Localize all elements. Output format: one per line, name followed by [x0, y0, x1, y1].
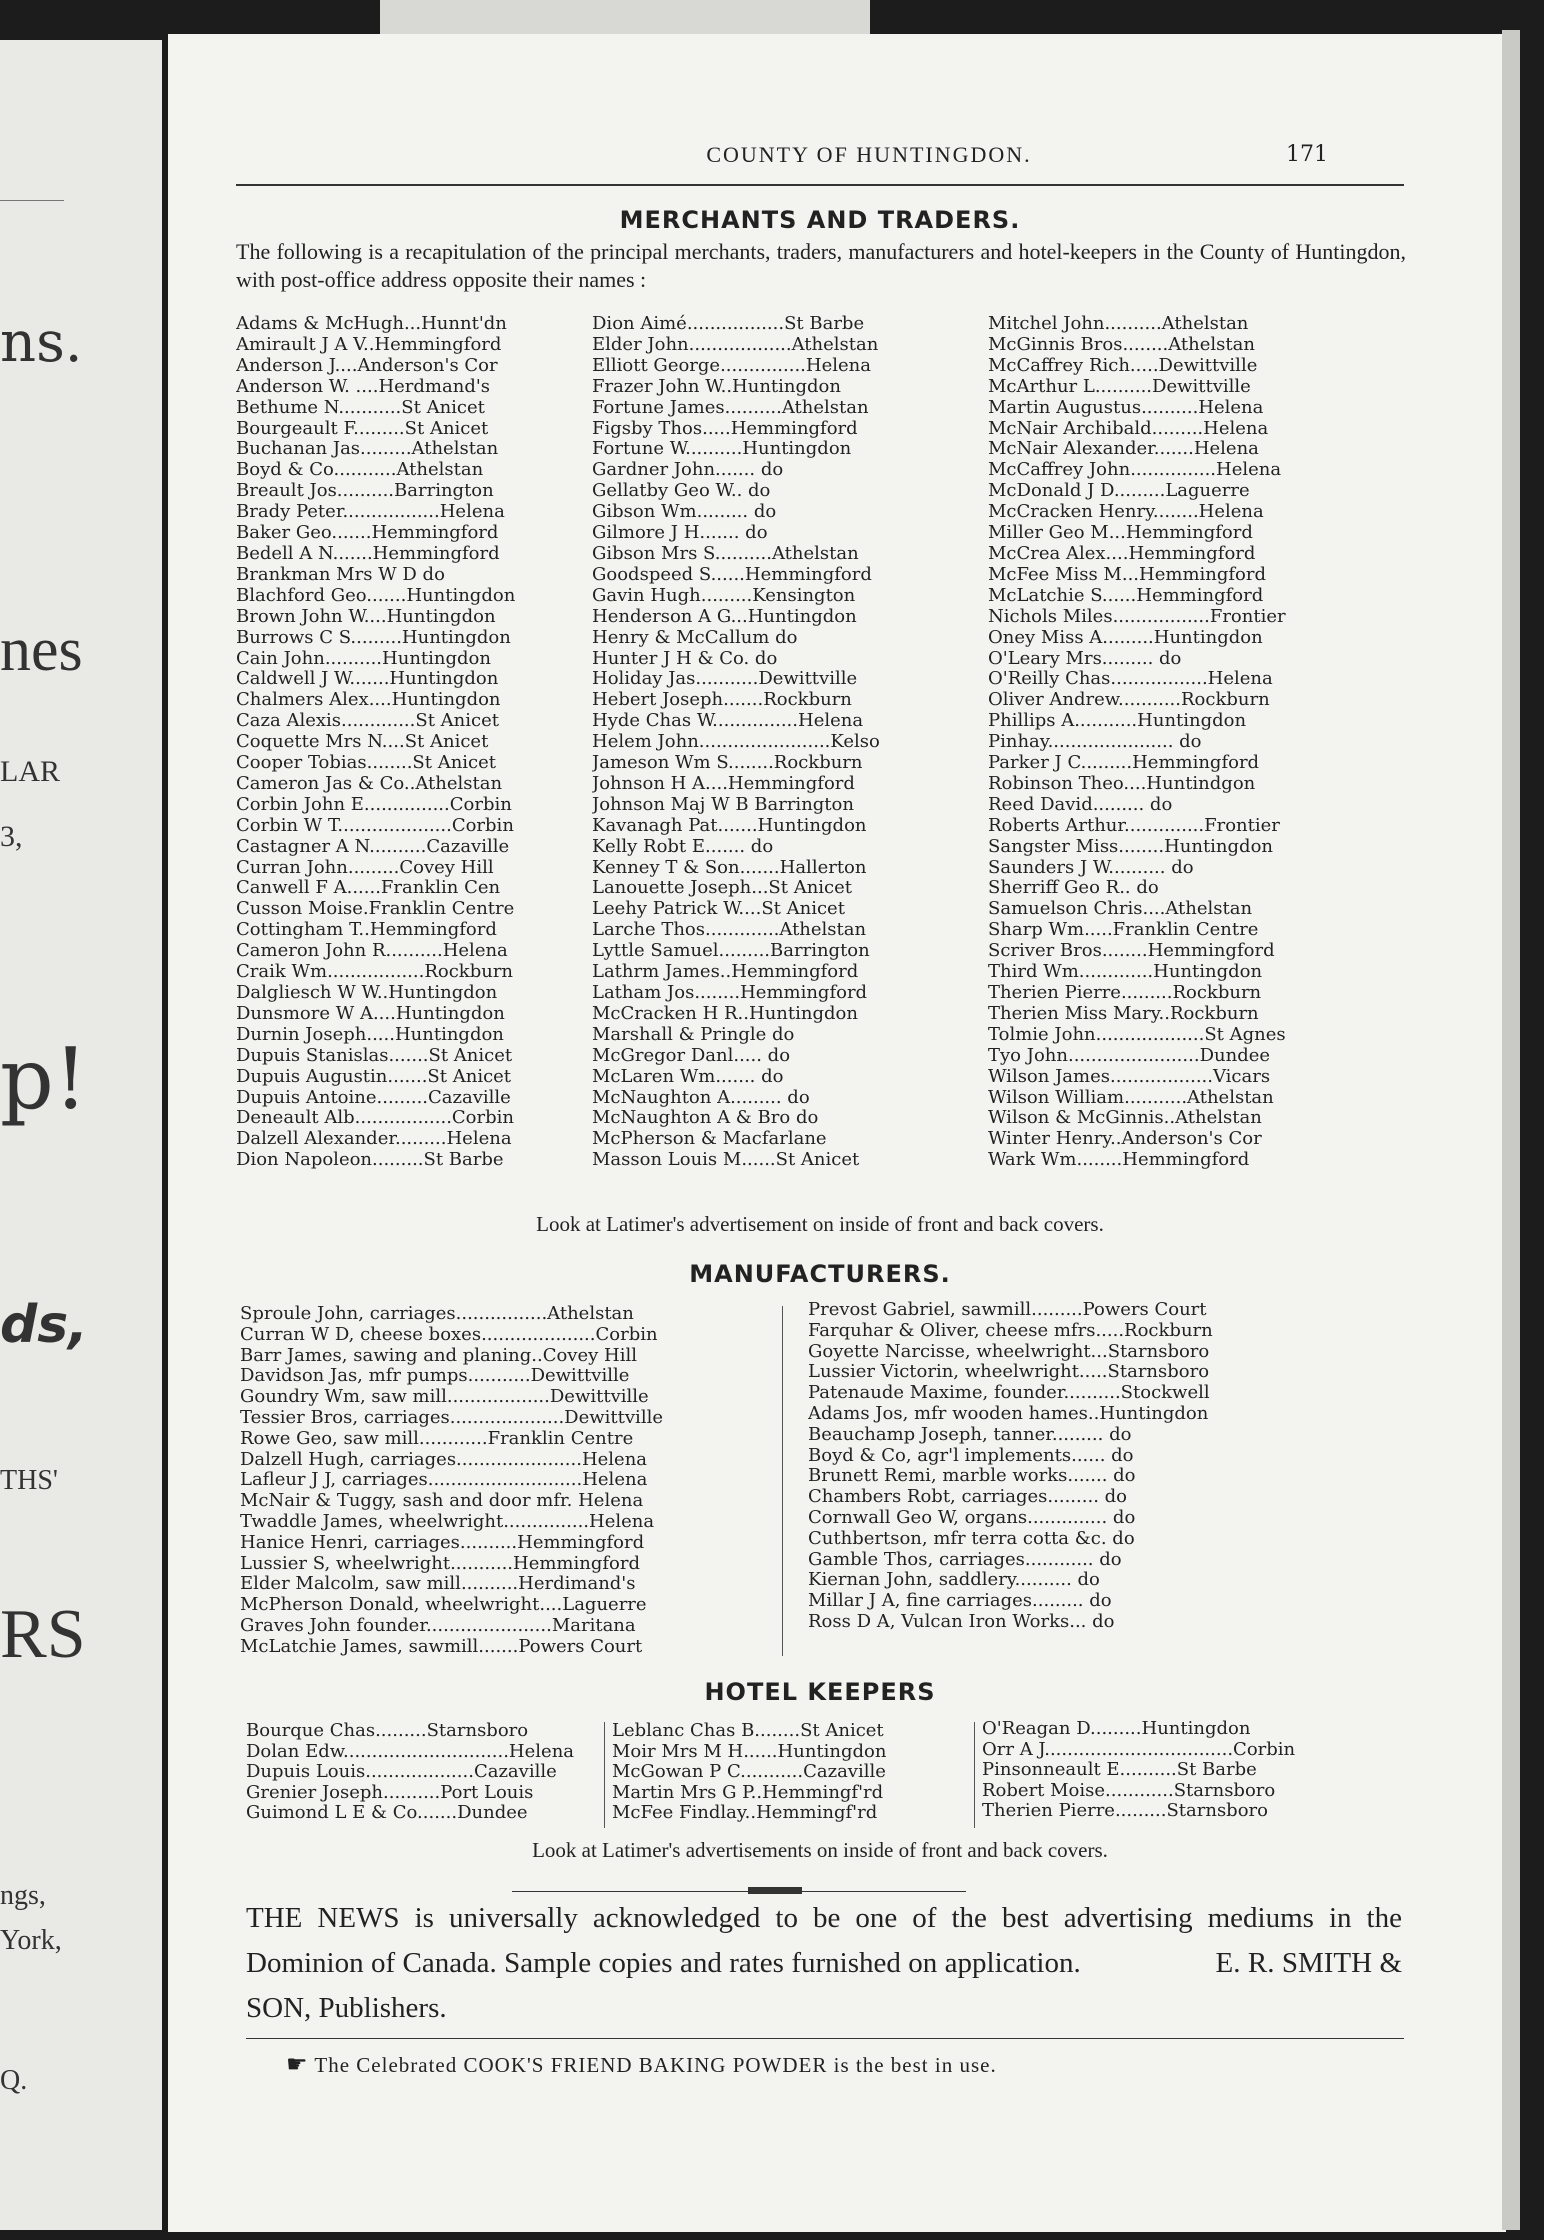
left-page-text: ngs,: [0, 1880, 46, 1911]
merchant-entry: Kavanagh Pat.......Huntingdon: [592, 815, 867, 836]
left-page-text: 3,: [0, 820, 23, 853]
left-page-text: nes: [0, 616, 83, 684]
merchant-entry: Dupuis Stanislas.......St Anicet: [236, 1045, 513, 1066]
hotel-keeper-entry: McGowan P C...........Cazaville: [612, 1762, 886, 1783]
merchant-entry: Dion Napoleon.........St Barbe: [236, 1150, 504, 1171]
merchant-entry: McGinnis Bros........Athelstan: [988, 334, 1255, 355]
manufacturer-entry: Twaddle James, wheelwright...............Helena: [240, 1511, 655, 1532]
merchant-entry: Sherriff Geo R.. do: [988, 878, 1159, 899]
merchant-entry: Miller Geo M...Hemmingford: [988, 523, 1253, 544]
manufacturer-entry: Boyd & Co, agr'l implements...... do: [808, 1445, 1134, 1466]
merchant-entry: Craik Wm.................Rockburn: [236, 962, 514, 983]
merchant-entry: Oliver Andrew...........Rockburn: [988, 690, 1270, 711]
manufacturers-column-1: [240, 1304, 790, 1658]
merchant-entry: Figsby Thos.....Hemmingford: [592, 418, 858, 439]
merchant-entry: Wilson James..................Vicars: [988, 1066, 1271, 1087]
merchant-entry: Brady Peter.................Helena: [236, 502, 505, 523]
page-number: 171: [1286, 142, 1328, 167]
hotel-keepers-note: Look at Latimer's advertisements on inside of front and back covers.: [532, 1838, 1108, 1862]
hotel-keeper-entry: McFee Findlay..Hemmingf'rd: [612, 1803, 878, 1824]
merchant-entry: McPherson & Macfarlane: [592, 1129, 827, 1150]
merchant-entry: Cameron John R..........Helena: [236, 941, 508, 962]
merchant-entry: Pinhay...................... do: [988, 732, 1202, 753]
left-page-text: THS': [0, 1465, 58, 1496]
header-rule: [236, 184, 1404, 186]
merchant-entry: Helem John.......................Kelso: [592, 732, 880, 753]
left-page-fragment: [0, 40, 162, 2230]
merchant-entry: Kenney T & Son.......Hallerton: [592, 857, 867, 878]
hotel-keeper-entry: Robert Moise............Starnsboro: [982, 1780, 1276, 1801]
book-spine-strip: [380, 0, 870, 36]
merchant-entry: Winter Henry..Anderson's Cor: [988, 1129, 1262, 1150]
merchants-column-3: [988, 314, 1408, 1171]
merchant-entry: Leehy Patrick W....St Anicet: [592, 899, 845, 920]
merchant-entry: McNair Alexander.......Helena: [988, 439, 1259, 460]
merchant-entry: Cottingham T..Hemmingford: [236, 920, 497, 941]
merchant-entry: Amirault J A V..Hemmingford: [236, 334, 502, 355]
merchant-entry: Roberts Arthur..............Frontier: [988, 815, 1280, 836]
merchant-entry: Anderson W. ....Herdmand's: [236, 376, 491, 397]
merchant-entry: Caza Alexis.............St Anicet: [236, 711, 499, 732]
manufacturer-entry: Patenaude Maxime, founder..........Stockwell: [808, 1383, 1210, 1404]
merchant-entry: Corbin John E...............Corbin: [236, 794, 512, 815]
manufacturer-entry: Goundry Wm, saw mill..................Dewittville: [240, 1387, 649, 1408]
merchant-entry: Henry & McCallum do: [592, 627, 798, 648]
manufacturer-entry: Elder Malcolm, saw mill..........Herdimand's: [240, 1574, 636, 1595]
manufacturer-entry: Curran W D, cheese boxes....................Corbin: [240, 1324, 658, 1345]
running-header: COUNTY OF HUNTINGDON.: [706, 142, 1032, 167]
merchant-entry: Sangster Miss........Huntingdon: [988, 836, 1274, 857]
manufacturer-entry: Graves John founder......................Maritana: [240, 1615, 636, 1636]
merchant-entry: McNair Archibald.........Helena: [988, 418, 1269, 439]
merchant-entry: Chalmers Alex....Huntingdon: [236, 690, 501, 711]
manufacturer-entry: Rowe Geo, saw mill............Franklin Centre: [240, 1428, 634, 1449]
merchant-entry: Bourgeault F.........St Anicet: [236, 418, 489, 439]
merchant-entry: Dupuis Antoine.........Cazaville: [236, 1087, 511, 1108]
merchant-entry: Boyd & Co...........Athelstan: [236, 460, 484, 481]
merchant-entry: Baker Geo.......Hemmingford: [236, 523, 499, 544]
merchant-entry: Marshall & Pringle do: [592, 1024, 795, 1045]
hotel-keeper-entry: O'Reagan D.........Huntingdon: [982, 1719, 1251, 1739]
merchant-entry: McArthur L..........Dewittville: [988, 376, 1251, 397]
merchant-entry: Tyo John.......................Dundee: [988, 1045, 1271, 1066]
merchant-entry: McNaughton A......... do: [592, 1087, 810, 1108]
merchants-column-1: [236, 314, 586, 1171]
merchant-entry: Brankman Mrs W D do: [236, 564, 445, 585]
merchant-entry: Cain John..........Huntingdon: [236, 648, 491, 669]
left-page-text: p!: [0, 1030, 88, 1128]
merchants-column-2: [592, 314, 982, 1171]
merchant-entry: Mitchel John..........Athelstan: [988, 314, 1249, 334]
merchant-entry: Reed David......... do: [988, 794, 1173, 815]
merchants-note: Look at Latimer's advertisement on inside of front and back covers.: [536, 1212, 1104, 1236]
merchant-entry: Larche Thos.............Athelstan: [592, 920, 867, 941]
manufacturer-entry: Goyette Narcisse, wheelwright...Starnsboro: [808, 1341, 1210, 1362]
merchant-entry: McCaffrey Rich.....Dewittville: [988, 355, 1258, 376]
merchant-entry: Gilmore J H....... do: [592, 523, 768, 544]
merchant-entry: Gavin Hugh.........Kensington: [592, 585, 856, 606]
merchant-entry: Hebert Joseph.......Rockburn: [592, 690, 852, 711]
merchant-entry: O'Reilly Chas.................Helena: [988, 669, 1273, 690]
news-advert: [246, 1896, 1402, 2031]
hotel-keeper-entry: Guimond L E & Co.......Dundee: [246, 1803, 528, 1824]
merchant-entry: Nichols Miles.................Frontier: [988, 606, 1286, 627]
manufacturer-entry: McPherson Donald, wheelwright....Laguerre: [240, 1595, 647, 1616]
merchant-entry: Elliott George...............Helena: [592, 355, 871, 376]
hotel-keeper-entry: Martin Mrs G P..Hemmingf'rd: [612, 1782, 884, 1803]
left-page-text: RS: [0, 1596, 86, 1673]
left-page-text: ds,: [0, 1295, 88, 1355]
manufacturer-entry: Ross D A, Vulcan Iron Works... do: [808, 1611, 1115, 1632]
merchant-entry: Coquette Mrs N....St Anicet: [236, 732, 489, 753]
hotel-keepers-column-1: [246, 1721, 604, 1824]
left-page-text: York,: [0, 1925, 62, 1956]
merchant-entry: O'Leary Mrs......... do: [988, 648, 1182, 669]
merchant-entry: McDonald J D.........Laguerre: [988, 481, 1250, 502]
merchant-entry: Wilson & McGinnis..Athelstan: [988, 1108, 1262, 1129]
hotel-keepers-heading: HOTEL KEEPERS: [704, 1678, 936, 1706]
merchant-entry: Deneault Alb.................Corbin: [236, 1108, 514, 1129]
manufacturer-entry: Brunett Remi, marble works....... do: [808, 1466, 1136, 1487]
manufacturer-entry: Gamble Thos, carriages............ do: [808, 1549, 1122, 1570]
merchant-entry: Durnin Joseph.....Huntingdon: [236, 1024, 504, 1045]
merchant-entry: Gibson Wm......... do: [592, 502, 777, 523]
page-edge: [1502, 30, 1520, 2230]
manufacturer-entry: Prevost Gabriel, sawmill.........Powers Court: [808, 1300, 1207, 1320]
merchant-entry: McCaffrey John...............Helena: [988, 460, 1282, 481]
merchant-entry: Saunders J W.......... do: [988, 857, 1194, 878]
merchant-entry: Wark Wm........Hemmingford: [988, 1150, 1250, 1171]
manufacturer-entry: Millar J A, fine carriages......... do: [808, 1591, 1112, 1612]
merchant-entry: Tolmie John...................St Agnes: [988, 1024, 1286, 1045]
manufacturer-entry: Sproule John, carriages................Athelstan: [240, 1304, 634, 1324]
merchant-entry: Frazer John W..Huntingdon: [592, 376, 841, 397]
merchant-entry: Brown John W....Huntingdon: [236, 606, 496, 627]
hotel-keeper-entry: Grenier Joseph..........Port Louis: [246, 1782, 534, 1803]
manufacturers-divider: [782, 1306, 783, 1656]
hotel-keeper-entry: Pinsonneault E..........St Barbe: [982, 1760, 1257, 1781]
manufacturer-entry: Beauchamp Joseph, tanner......... do: [808, 1424, 1132, 1445]
manufacturer-entry: Tessier Bros, carriages....................Dewittville: [240, 1407, 663, 1428]
manufacturer-entry: Dalzell Hugh, carriages......................Helena: [240, 1449, 648, 1470]
hotel-keeper-entry: Moir Mrs M H......Huntingdon: [612, 1741, 887, 1762]
pointing-hand-icon: ☛: [286, 2050, 309, 2078]
merchant-entry: Masson Louis M......St Anicet: [592, 1150, 860, 1171]
merchant-entry: Third Wm.............Huntingdon: [988, 962, 1263, 983]
merchant-entry: Cameron Jas & Co..Athelstan: [236, 773, 503, 794]
merchant-entry: McLaren Wm....... do: [592, 1066, 784, 1087]
manufacturer-entry: Adams Jos, mfr wooden hames..Huntingdon: [808, 1403, 1209, 1424]
news-publisher: E. R. SMITH & SON, Publishers.: [246, 1947, 1403, 2024]
advert-ornament: [748, 1887, 802, 1894]
merchant-entry: Johnson H A....Hemmingford: [592, 773, 855, 794]
merchant-entry: Lathrm James..Hemmingford: [592, 962, 859, 983]
merchant-entry: Caldwell J W.......Huntingdon: [236, 669, 499, 690]
footer-advert: [286, 2050, 1436, 2078]
merchant-entry: Holiday Jas...........Dewittville: [592, 669, 858, 690]
merchant-entry: Blachford Geo.......Huntingdon: [236, 585, 516, 606]
merchant-entry: Goodspeed S......Hemmingford: [592, 564, 872, 585]
hotel-keeper-entry: Dupuis Louis...................Cazaville: [246, 1762, 557, 1783]
merchant-entry: Robinson Theo....Huntindgon: [988, 773, 1256, 794]
merchant-entry: Latham Jos........Hemmingford: [592, 983, 868, 1003]
merchant-entry: Elder John..................Athelstan: [592, 334, 879, 355]
merchants-heading: MERCHANTS AND TRADERS.: [619, 206, 1021, 234]
merchant-entry: Oney Miss A.........Huntingdon: [988, 627, 1263, 648]
merchant-entry: Canwell F A......Franklin Cen: [236, 878, 501, 899]
merchant-entry: Wilson William...........Athelstan: [988, 1087, 1274, 1108]
merchant-entry: Sharp Wm.....Franklin Centre: [988, 920, 1259, 941]
merchant-entry: Kelly Robt E....... do: [592, 836, 774, 857]
merchant-entry: Hyde Chas W...............Helena: [592, 711, 864, 732]
merchant-entry: Parker J C.........Hemmingford: [988, 753, 1260, 774]
manufacturer-entry: McLatchie James, sawmill.......Powers Court: [240, 1636, 643, 1657]
merchant-entry: Dunsmore W A....Huntingdon: [236, 1003, 505, 1024]
merchant-entry: Anderson J....Anderson's Cor: [236, 355, 498, 376]
merchant-entry: Cusson Moise.Franklin Centre: [236, 899, 515, 920]
merchant-entry: Jameson Wm S........Rockburn: [592, 753, 863, 774]
merchant-entry: Corbin W T....................Corbin: [236, 815, 514, 836]
merchant-entry: Dion Aimé.................St Barbe: [592, 314, 865, 334]
merchant-entry: Curran John.........Covey Hill: [236, 857, 494, 878]
merchant-entry: Hunter J H & Co. do: [592, 648, 778, 669]
merchant-entry: McCracken H R..Huntingdon: [592, 1003, 858, 1024]
manufacturer-entry: Cornwall Geo W, organs.............. do: [808, 1507, 1136, 1528]
merchant-entry: Therien Miss Mary..Rockburn: [988, 1003, 1259, 1024]
manufacturer-entry: Lussier Victorin, wheelwright.....Starnsboro: [808, 1362, 1210, 1383]
manufacturer-entry: Davidson Jas, mfr pumps...........Dewittville: [240, 1366, 630, 1387]
merchant-entry: McNaughton A & Bro do: [592, 1108, 819, 1129]
merchant-entry: Phillips A...........Huntingdon: [988, 711, 1247, 732]
merchant-entry: Breault Jos..........Barrington: [236, 481, 494, 502]
hotel-keeper-entry: Orr A J.................................Corbin: [982, 1739, 1296, 1760]
advert-top-rule: [512, 1891, 966, 1892]
book-page: [168, 34, 1506, 2232]
hotel-keeper-entry: Therien Pierre.........Starnsboro: [982, 1801, 1268, 1822]
merchant-entry: Johnson Maj W B Barrington: [592, 794, 854, 815]
merchant-entry: Dalgliesch W W..Huntingdon: [236, 983, 498, 1003]
news-advert-text: THE NEWS is universally acknowledged to be one of the best advertising mediums in the Dominion of Canada. Sample copies and rates furnished on application.: [246, 1902, 1402, 1979]
manufacturer-entry: Hanice Henri, carriages..........Hemmingford: [240, 1532, 645, 1553]
footer-rule: [246, 2038, 1404, 2039]
merchant-entry: Dalzell Alexander.........Helena: [236, 1129, 512, 1150]
left-page-text: LAR: [0, 755, 60, 788]
hotel-keeper-entry: Leblanc Chas B........St Anicet: [612, 1721, 884, 1741]
merchant-entry: Scriver Bros........Hemmingford: [988, 941, 1275, 962]
left-page-text: Q.: [0, 2065, 28, 2096]
merchant-entry: Fortune James..........Athelstan: [592, 397, 869, 418]
merchant-entry: Martin Augustus..........Helena: [988, 397, 1264, 418]
manufacturer-entry: McNair & Tuggy, sash and door mfr. Helena: [240, 1491, 644, 1512]
merchant-entry: Therien Pierre.........Rockburn: [988, 983, 1262, 1003]
merchant-entry: Lyttle Samuel.........Barrington: [592, 941, 870, 962]
merchant-entry: Buchanan Jas.........Athelstan: [236, 439, 499, 460]
manufacturer-entry: Lafleur J J, carriages...........................Helena: [240, 1470, 648, 1491]
manufacturers-heading: MANUFACTURERS.: [689, 1260, 951, 1288]
merchant-entry: Samuelson Chris....Athelstan: [988, 899, 1253, 920]
merchant-entry: Gibson Mrs S..........Athelstan: [592, 543, 859, 564]
merchant-entry: Castagner A N..........Cazaville: [236, 836, 510, 857]
merchant-entry: Gardner John....... do: [592, 460, 784, 481]
merchant-entry: Fortune W..........Huntingdon: [592, 439, 852, 460]
merchant-entry: Cooper Tobias........St Anicet: [236, 753, 497, 774]
merchant-entry: McGregor Danl..... do: [592, 1045, 791, 1066]
manufacturer-entry: Farquhar & Oliver, cheese mfrs.....Rockburn: [808, 1320, 1213, 1341]
hotel-keepers-divider-1: [604, 1722, 605, 1828]
merchant-entry: McCracken Henry........Helena: [988, 502, 1264, 523]
hotel-keeper-entry: Dolan Edw.............................Helena: [246, 1741, 575, 1762]
left-page-text: ns.: [0, 310, 83, 375]
hotel-keepers-column-2: [612, 1721, 972, 1824]
merchant-entry: McFee Miss M...Hemmingford: [988, 564, 1267, 585]
merchant-entry: Adams & McHugh...Hunnt'dn: [236, 314, 507, 334]
merchant-entry: Burrows C S.........Huntingdon: [236, 627, 511, 648]
merchant-entry: Gellatby Geo W.. do: [592, 481, 771, 502]
merchant-entry: Lanouette Joseph...St Anicet: [592, 878, 853, 899]
hotel-keeper-entry: Bourque Chas.........Starnsboro: [246, 1721, 529, 1741]
merchant-entry: Bedell A N.......Hemmingford: [236, 543, 500, 564]
manufacturer-entry: Barr James, sawing and planing..Covey Hill: [240, 1345, 637, 1366]
merchant-entry: Bethume N...........St Anicet: [236, 397, 485, 418]
hotel-keepers-column-3: [982, 1719, 1412, 1822]
merchants-intro: The following is a recapitulation of the principal merchants, traders, manufacturers and hotel-keepers in the County of Huntingdon, with post-office address opposite their names :: [236, 239, 1406, 292]
footer-advert-text: The Celebrated COOK'S FRIEND BAKING POWDER is the best in use.: [314, 2053, 997, 2077]
hotel-keepers-divider-2: [974, 1722, 975, 1828]
merchant-entry: McLatchie S......Hemmingford: [988, 585, 1264, 606]
manufacturer-entry: Lussier S, wheelwright...........Hemmingford: [240, 1553, 640, 1574]
merchant-entry: Dupuis Augustin.......St Anicet: [236, 1066, 512, 1087]
manufacturer-entry: Chambers Robt, carriages......... do: [808, 1487, 1127, 1508]
manufacturer-entry: Kiernan John, saddlery.......... do: [808, 1570, 1100, 1591]
merchant-entry: McCrea Alex....Hemmingford: [988, 543, 1256, 564]
merchant-entry: Henderson A G...Huntingdon: [592, 606, 857, 627]
left-page-rule: [0, 200, 64, 201]
manufacturers-column-2: [808, 1300, 1408, 1633]
manufacturer-entry: Cuthbertson, mfr terra cotta &c. do: [808, 1528, 1135, 1549]
